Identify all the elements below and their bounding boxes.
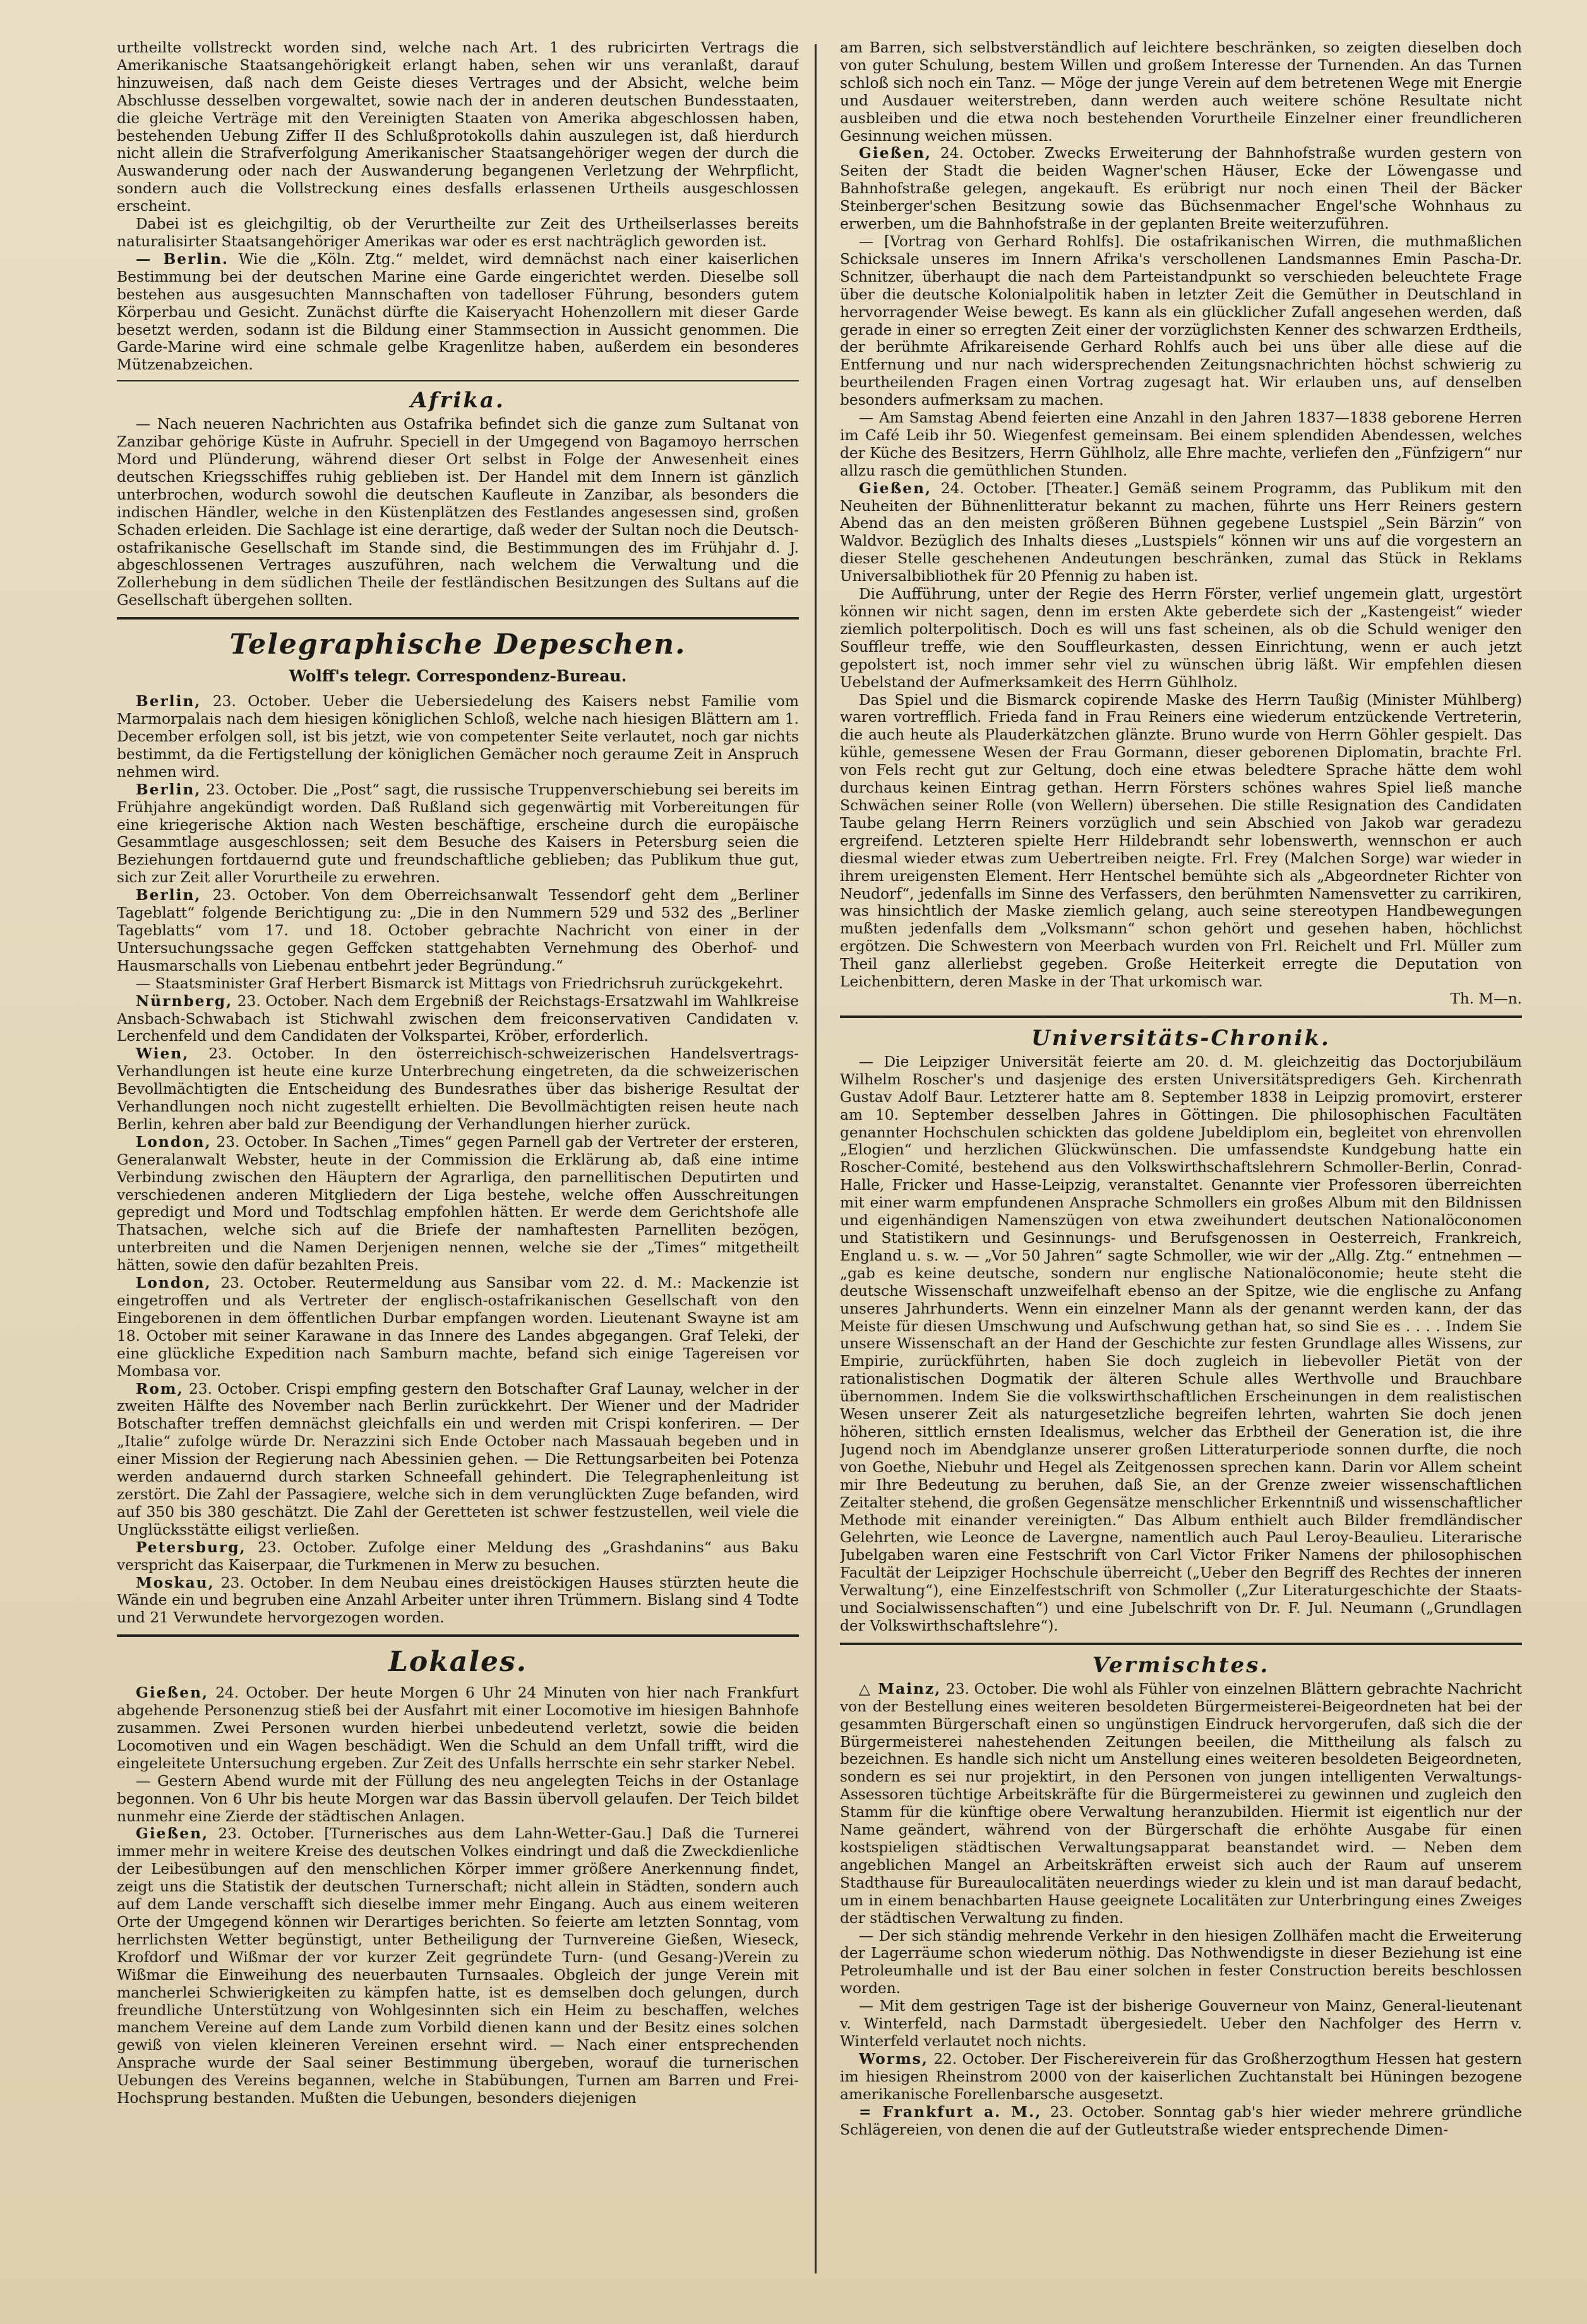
- article-text: 24. October. Zwecks Erweiterung der Bahnhofstraße wurden gestern von Seiten der Stadt die beiden Wagner'schen Häuser, Ecke der Löwengasse und Bahnhofstraße gelegen, angekauft. Es erübrigt nur noch einen Theil der Bäcker Steinberger'schen Besitzung sowie das Büchsenmacher Engel'sche Wohnhaus zu erwerben, um die Bahnhofstraße in der geplanten Breite weiterzuführen.: [840, 145, 1522, 233]
- dateline: Gießen,: [859, 479, 932, 497]
- article-text: 23. October. Sonntag gab's hier wieder mehrere gründliche Schlägereien, von denen die auf der Gutleutstraße wieder entsprechende Dimen-: [840, 2103, 1522, 2138]
- article-text: 23. October. In den österreichisch-schweizerischen Handelsvertrags-Verhandlungen ist heute eine kurze Unterbrechung eingetreten, da die schweizerischen Bevollmächtigten die Entscheidung des Bundesrathes über das bisherige Resultat der Verhandlungen noch nicht zugestellt erhielten. Die Bevollmächtigten reisen heute nach Berlin, kehren aber bald zur Beendigung der Verhandlungen hierher zurück.: [117, 1045, 799, 1133]
- dateline: Wien,: [136, 1045, 189, 1063]
- dateline: Berlin,: [136, 693, 201, 710]
- section-rule: [840, 1643, 1522, 1645]
- article-text: 22. October. Der Fischereiverein für das Großherzogthum Hessen hat gestern im hiesigen Rheinstrom 2000 von der kaiserlichen Zuchtanstalt bei Hüningen bezogene amerikanische Forellenbarsche ausgesetzt.: [840, 2050, 1522, 2103]
- dateline: Moskau,: [136, 1574, 215, 1591]
- article-text: 23. October. Die wohl als Fühler von einzelnen Blättern gebrachte Nachricht von der Bestellung eines weiteren besoldeten Bürgermeisterei-Beigeordneten hat bei der gesammten Bürgerschaft einen so ungünstigen Eindruck hervorgerufen, daß sich die der Bürgermeisterei nahestehenden Zeitungen beeilen, die Mittheilung als falsch zu bezeichnen. Es handle sich nicht um Anstellung eines weiteren besoldeten Beigeordneten, sondern es sei nur projektirt, in den Personen von jungen intelligenten Verwaltungs-Assessoren tüchtige Arbeitskräfte für die Bürgermeisterei zu gewinnen und zugleich den Stamm für die künftige obere Verwaltung heranzubilden. Hiermit ist eigentlich nur der Name geändert, während von der Bürgerschaft die erhöhte Ausgabe für einen kostspieligen städtischen Verwaltungsapparat beanstandet wird. — Neben dem angeblichen Mangel an Arbeitskräften erweist sich auch der Raum auf unserem Stadthause für Bureaulocalitäten neuerdings wieder zu klein und ist man darauf bedacht, um in einem benachbarten Hause geeignete Localitäten zur Unterbringung eines Zweiges der städtischen Verwaltung zu finden.: [840, 1680, 1522, 1927]
- article-text: 23. October. Nach dem Ergebniß der Reichstags-Ersatzwahl im Wahlkreise Ansbach-Schwabach ist Stichwahl zwischen dem freiconservativen Candidaten v. Lerchenfeld und dem Candidaten der Volkspartei, Kröber, erforderlich.: [117, 992, 799, 1045]
- dateline: Rom,: [136, 1380, 184, 1398]
- dateline: Berlin,: [136, 781, 201, 798]
- dateline: Gießen,: [136, 1684, 209, 1702]
- section-heading-lokales: Lokales.: [388, 1646, 528, 1679]
- dateline: Berlin,: [136, 887, 201, 904]
- article-text: 24. October. [Theater.] Gemäß seinem Programm, das Publikum mit den Neuheiten der Bühnenlitteratur bekannt zu machen, führte uns Herr Reiners gestern Abend das an den meisten größeren Bühnen gegebene Lustspiel „Sein Bärzin“ von Waldvor. Bezüglich des Inhalts dieses „Lustspiels“ können wir uns auf die vorgestern an dieser Stelle geschehenen Andeutungen beschränken, zumal das Stück in Reklams Universalbibliothek für 20 Pfennig zu haben ist.: [840, 479, 1522, 585]
- dateline: London,: [136, 1274, 212, 1292]
- section-heading-afrika: Afrika.: [410, 388, 505, 414]
- article-text: Das Spiel und die Bismarck copirende Maske des Herrn Taußig (Minister Mühlberg) waren vortrefflich. Frieda fand in Frau Reiners eine wiederum entzückende Vertreterin, die auch heute als Plauderkätzchen glänzte. Bruno wurde von Herrn Göhler gespielt. Das kühle, gemessene Wesen der Frau Gormann, dieser geborenen Diplomatin, brachte Frl. von Fels recht gut zur Geltung, doch eine etwas beledtere Sprache hätte dem wohl durchaus keinen Eintrag gethan. Herrn Försters schönes wahres Spiel ließ manche Schwächen seiner Rolle (von Wellern) übersehen. Die stille Resignation des Candidaten Taube gelang Herrn Reiners vorzüglich und sein Abschied von Jakob war geradezu ergreifend. Letzteren spielte Herr Hildebrandt sehr lobenswerth, wennschon er auch diesmal wieder etwas zum Uebertreiben neigte. Frl. Frey (Malchen Sorge) war wieder in ihrem ureigensten Element. Herr Hentschel bemühte sich als „Abgeordneter Richter von Neudorf“, jedenfalls im Sinne des Verfassers, den berühmten Namensvetter zu carrikiren, was hinsichtlich der Maske ziemlich gelang, auch seine stereotypen Handbewegungen mußten jedenfalls dem „Volksmann“ schon gehört und gesehen haben, höchlichst ergötzen. Die Schwestern von Meerbach wurden von Frl. Reichelt und Frl. Müller zum Theil ganz allerliebst gegeben. Große Heiterkeit erregte die Deputation von Leichenbittern, deren Maske in der That urkomisch war.: [840, 691, 1522, 991]
- author-signature: Th. M—n.: [1450, 990, 1522, 1007]
- article-text: 23. October. In dem Neubau eines dreistöckigen Hauses stürzten heute die Wände ein und begruben eine Anzahl Arbeiter unter ihren Trümmern. Bislang sind 4 Todte und 21 Verwundete hervorgezogen worden.: [117, 1574, 799, 1627]
- article-text: urtheilte vollstreckt worden sind, welche nach Art. 1 des rubricirten Vertrags die Amerikanische Staatsangehörigkeit erlangt haben, sehen wir uns veranlaßt, darauf hinzuweisen, daß nach dem Geiste dieses Vertrages und der Absicht, welche beim Abschlusse desselben vorgewaltet, sowie nach der in anderen deutschen Bundesstaaten, die gleiche Verträge mit den Vereinigten Staaten von Amerika abgeschlossen haben, bestehenden Uebung Ziffer II des Schlußprotokolls dahin auszulegen ist, daß hierdurch nicht allein die Strafverfolgung Amerikanischer Staatsangehöriger wegen der durch die Auswanderung oder nach der Auswanderung begangenen Verletzung der Wehrpflicht, sondern auch die Vollstreckung eines desfalls erlassenen Urtheils ausgeschlossen erscheint.: [117, 39, 799, 215]
- section-heading-vermischtes: Vermischtes.: [1092, 1652, 1270, 1678]
- dateline: Gießen,: [136, 1825, 209, 1843]
- article-text: Dabei ist es gleichgiltig, ob der Verurtheilte zur Zeit des Urtheilserlasses bereits naturalisirter Staatsangehöriger Amerikas war oder es erst nachträglich geworden ist.: [117, 215, 799, 250]
- section-rule: [117, 1634, 799, 1637]
- dateline: London,: [136, 1133, 212, 1151]
- article-text: 23. October. Von dem Oberreichsanwalt Tessendorf geht dem „Berliner Tageblatt“ folgende Berichtigung zu: „Die in den Nummern 529 und 532 des „Berliner Tageblatts“ vom 17. und 18. October gebrachte Nachricht von einer in der Untersuchungssache gegen Geffcken stattgehabten Vernehmung des Oberhof- und Hausmarschalls von Liebenau entbehrt jeder Begründung.“: [117, 887, 799, 974]
- left-column: [117, 39, 799, 2286]
- dateline: Petersburg,: [136, 1538, 246, 1556]
- article-text: 24. October. Der heute Morgen 6 Uhr 24 Minuten von hier nach Frankfurt abgehende Personenzug stieß bei der Ausfahrt mit einer Locomotive im hiesigen Bahnhofe zusammen. Zwei Personen wurden hierbei unbedeutend verletzt, sowie die beiden Locomotiven und ein Wagen beschädigt. Wen die Schuld an dem Unfall trifft, wird die eingeleitete Untersuchung ergeben. Zur Zeit des Unfalls herrschte ein sehr starker Nebel.: [117, 1684, 799, 1772]
- right-column: [840, 39, 1522, 2286]
- article-text: 23. October. [Turnerisches aus dem Lahn-Wetter-Gau.] Daß die Turnerei immer mehr in weitere Kreise des deutschen Volkes eindringt und daß die Zweckdienliche der Leibesübungen auf den menschlichen Körper immer größere Anerkennung findet, zeigt uns die Statistik der deutschen Turnerschaft; nicht allein in Städten, sondern auch auf dem Lande verschafft sich dieselbe immer mehr Eingang. Auch aus einem weiteren Orte der Umgegend können wir Derartiges berichten. So feierte am letzten Sonntag, vom herrlichsten Wetter begünstigt, unter Betheiligung der Turnvereine Gießen, Wieseck, Krofdorf und Wißmar der vor kurzer Zeit gegründete Turn- (und Gesang-)Verein zu Wißmar die Einweihung des neuerbauten Turnsaales. Obgleich der junge Verein mit mancherlei Schwierigkeiten zu kämpfen hatte, ist es demselben doch gelungen, durch freundliche Unterstützung von Wohlgesinnten sich ein Heim zu beschaffen, welches manchem Vereine auf dem Lande zum Vorbild dienen kann und der Besitz eines solchen gewiß von vielen kleineren Vereinen ersehnt wird. — Nach einer entsprechenden Ansprache wurde der Saal seiner Bestimmung übergeben, worauf die turnerischen Uebungen des Vereins begannen, welche in Stabübungen, Turnen am Barren und Frei-Hochsprung bestanden. Mußten die Uebungen, besonders diejenigen: [117, 1825, 799, 2107]
- article-text: — Die Leipziger Universität feierte am 20. d. M. gleichzeitig das Doctorjubiläum Wilhelm Roscher's und dasjenige des ersten Universitätspredigers Geh. Kirchenrath Gustav Adolf Baur. Letzterer hatte am 8. September 1838 in Leipzig promovirt, ersterer am 10. September desselben Jahres in Göttingen. Die philosophischen Facultäten genannter Hochschulen schickten das goldene Jubeldiplom ein, begleitet von ehrenvollen „Elogien“ und herzlichen Glückwünschen. Die umfassendste Kundgebung hatte ein Roscher-Comité, bestehend aus den Volkswirthschaftslehrern Schmoller-Berlin, Conrad-Halle, Fricker und Hasse-Leipzig, veranstaltet. Genannte vier Professoren überreichten mit einer warm empfundenen Ansprache Schmollers ein großes Album mit den Bildnissen und eigenhändigen Namenszügen von etwa zweihundert deutschen Nationalöconomen und Statistikern und Gesinnungs- und Berufsgenossen in Oesterreich, Frankreich, England u. s. w. — „Vor 50 Jahren“ sagte Schmoller, wie wir der „Allg. Ztg.“ entnehmen — „gab es keine deutsche, sondern nur englische Nationalöconomie; heute steht die deutsche Wissenschaft unzweifelhaft ebenso an der Spitze, wie die englische zu Anfang unseres Jahrhunderts. Wenn ein einzelner Mann als der genannt werden kann, der das Meiste für diesen Umschwung und Aufschwung gethan hat, so sind Sie es . . . . Indem Sie unsere Wissenschaft an der Hand der Geschichte zur festen Grundlage alles Wissens, zur Empirie, zurückführten, haben Sie doch zugleich in liebevoller Pietät von der rationalistischen Dogmatik der älteren Schule alles Werthvolle und Brauchbare übernommen. Indem Sie die volkswirthschaftlichen Erscheinungen in dem realistischen Wesen unserer Zeit als naturgesetzliche begreifen lehrten, wahrten Sie doch jenen höheren, sittlich ernsten Idealismus, welcher das Erbtheil der Generation ist, die ihre Jugend noch im Abendglanze unserer großen Litteraturperiode sonnen durfte, die noch von Goethe, Niebuhr und Hegel als Zeitgenossen sprechen kann. Darin vor Allem scheint mir Ihre Bedeutung zu beruhen, daß Sie, an der Grenze zweier wissenschaftlichen Zeitalter stehend, die großen Gegensätze menschlicher Erkenntniß und wissenschaftlicher Methode mit einander vereinigten.“ Das Album enthielt auch Bilder fremdländischer Gelehrten, wie Leonce de Lavergne, namentlich auch Paul Leroy-Beaulieu. Literarische Jubelgaben waren eine Festschrift von Carl Victor Friker Namens der philosophischen Facultät der Leipziger Hochschule überreicht („Ueber den Begriff des Rechtes der inneren Verwaltung“), eine Einzelfestschrift von Schmoller („Zur Literaturgeschichte der Staats- und Socialwissenschaften“) und eine Jubelschrift von Dr. F. Jul. Neumann („Grundlagen der Volkswirthschaftslehre“).: [840, 1053, 1522, 1634]
- section-rule: [840, 1015, 1522, 1018]
- article-text: — [Vortrag von Gerhard Rohlfs]. Die ostafrikanischen Wirren, die muthmaßlichen Schicksale unseres im Innern Afrika's verschollenen Landsmannes Emin Pascha-Dr. Schnitzer, überhaupt die nach dem Parteistandpunkt so verschieden beleuchtete Frage über die deutsche Kolonialpolitik haben in letzter Zeit die Gemüther in Deutschland in hervorragender Weise bewegt. Es kann als ein glücklicher Zufall angesehen werden, daß gerade in einer so erregten Zeit einer der vorzüglichsten Kenner des schwarzen Erdtheils, der berühmte Afrikareisende Gerhard Rohlfs auch bei uns über alle diese auf die Entfernung und nur nach widersprechenden Zeitungsnachrichten höchst schwierig zu beurtheilenden Fragen einen Vortrag zugesagt hat. Wir erlauben uns, auf denselben besonders aufmerksam zu machen.: [840, 232, 1522, 409]
- dateline: △ Mainz,: [859, 1680, 942, 1698]
- dateline: = Frankfurt a. M.,: [859, 2103, 1042, 2121]
- section-rule: [117, 617, 799, 620]
- section-subheading: Wolff's telegr. Correspondenz-Bureau.: [289, 667, 627, 686]
- article-text: — Mit dem gestrigen Tage ist der bisherige Gouverneur von Mainz, General-lieutenant v. Winterfeld, nach Darmstadt übergesiedelt. Ueber den Nachfolger des Herrn v. Winterfeld verlautet noch nichts.: [840, 1998, 1522, 2050]
- article-text: Wie die „Köln. Ztg.“ meldet, wird demnächst nach einer kaiserlichen Bestimmung bei der deutschen Marine eine Garde eingerichtet werden. Dieselbe soll bestehen aus ausgesuchten Mannschaften von tadelloser Führung, besonders gutem Körperbau und Gesicht. Zunächst dürfte die Kaiseryacht Hohenzollern mit dieser Garde besetzt werden, sodann ist die Bildung einer Stammsection in Aussicht genommen. Die Garde-Marine wird eine schmale gelbe Kragenlitze haben, außerdem ein besonderes Mützenabzeichen.: [117, 250, 799, 374]
- article-text: 23. October. Ueber die Uebersiedelung des Kaisers nebst Familie vom Marmorpalais nach dem hiesigen königlichen Schloß, welche nach hiesigen Blättern am 1. December erfolgen soll, ist bis jetzt, wie von competenter Seite verlautet, noch gar nichts bestimmt, da die Fertigstellung der königlichen Gemächer noch geraume Zeit in Anspruch nehmen wird.: [117, 693, 799, 781]
- section-heading-telegraphische-depeschen: Telegraphische Depeschen.: [229, 628, 686, 661]
- article-text: 23. October. Reutermeldung aus Sansibar vom 22. d. M.: Mackenzie ist eingetroffen und als Vertreter der englisch-ostafrikanischen Gesellschaft von den Eingeborenen in dem öffentlichen Durbar empfangen worden. Lieutenant Swayne ist am 18. October mit seiner Karawane in das Innere des Landes abgegangen. Graf Teleki, der eine glückliche Expedition nach Samburn machte, befand sich einige Tagereisen vor Mombasa vor.: [117, 1274, 799, 1380]
- article-text: Die Aufführung, unter der Regie des Herrn Förster, verlief ungemein glatt, urgestört können wir nicht sagen, denn im ersten Akte geberdete sich der „Kastengeist“ wieder ziemlich polterpolitisch. Doch es will uns fast scheinen, als ob die Schuld weniger den Souffleur treffe, wie den Souffleurkasten, dessen Einrichtung, wenn er auch jetzt gepolstert ist, noch immer sehr viel zu wünschen übrig läßt. Wir empfehlen diesen Uebelstand der Aufmerksamkeit des Herrn Gühlholz.: [840, 585, 1522, 691]
- article-text: — Nach neueren Nachrichten aus Ostafrika befindet sich die ganze zum Sultanat von Zanzibar gehörige Küste in Aufruhr. Speciell in der Umgegend von Bagamoyo herrschen Mord und Plünderung, während dieser Ort selbst in Folge der Anwesenheit eines deutschen Kriegsschiffes ruhig geblieben ist. Der Handel mit dem Innern ist gänzlich unterbrochen, wodurch sowohl die deutschen Kaufleute in Zanzibar, als besonders die indischen Händler, welche in den Küstenplätzen des Festlandes angesessen sind, großen Schaden erleiden. Die Sachlage ist eine derartige, daß weder der Sultan noch die Deutsch-ostafrikanische Gesellschaft im Stande sind, die Bestimmungen des im Frühjahr d. J. abgeschlossenen Vertrages auszuführen, nach welchem die Verwaltung und die Zollerhebung in dem südlichen Theile der festländischen Besitzungen des Sultans auf die Gesellschaft übergehen sollten.: [117, 416, 799, 609]
- dateline: Gießen,: [859, 145, 932, 162]
- section-heading-universitaets-chronik: Universitäts-Chronik.: [1031, 1025, 1331, 1051]
- article-text: 23. October. Crispi empfing gestern den Botschafter Graf Launay, welcher in der zweiten Hälfte des November nach Berlin zurückkehrt. Der Wiener und der Madrider Botschafter treffen demnächst gleichfalls ein und werden mit Crispi konferiren. — Der „Italie“ zufolge würde Dr. Nerazzini sich Ende October nach Massauah begeben und in einer Mission der Regierung nach Abessinien gehen. — Die Rettungsarbeiten bei Potenza werden andauernd durch starken Schneefall gehindert. Die Telegraphenleitung ist zerstört. Die Zahl der Passagiere, welche sich in dem verunglückten Zuge befanden, wird auf 350 bis 380 geschätzt. Die Zahl der Geretteten ist schwer festzustellen, weil viele die Unglücksstätte eiligst verließen.: [117, 1380, 799, 1538]
- article-text: 23. October. Die „Post“ sagt, die russische Truppenverschiebung sei bereits im Frühjahre angekündigt worden. Daß Rußland sich gegenwärtig mit Vorbereitungen für eine kriegerische Aktion nach Westen beschäftige, erscheine durch die europäische Gesammtlage ausgeschlossen; seit dem Besuche des Kaisers in Petersburg seien die Beziehungen fortdauernd gute und freundschaftliche geblieben; das Publikum thue gut, sich zur Zeit aller Vorurtheile zu erwehren.: [117, 781, 799, 887]
- article-text: 23. October. In Sachen „Times“ gegen Parnell gab der Vertreter der ersteren, Generalanwalt Webster, heute in der Commission die Erklärung ab, daß eine intime Verbindung zwischen den Häuptern der Agrarliga, den parnellitischen Deputirten und verschiedenen anderen Mitgliedern der Liga bestehe, welche offen Ausschreitungen gepredigt und Mord und Todtschlag empfohlen hätten. Er werde dem Gerichtshofe alle Thatsachen, welche sich auf die Briefe der namhaftesten Parnelliten bezögen, unterbreiten und die Namen Derjenigen nennen, welche sie der „Times“ mitgetheilt hätten, sowie den dafür bezahlten Preis.: [117, 1133, 799, 1274]
- article-text: — Der sich ständig mehrende Verkehr in den hiesigen Zollhäfen macht die Erweiterung der Lagerräume schon wiederum nöthig. Das Nothwendigste in dieser Beziehung ist eine Petroleumhalle und ist der Bau einer solchen in fester Construction bereits beschlossen worden.: [840, 1927, 1522, 1998]
- dateline: — Berlin.: [136, 250, 229, 268]
- section-rule: [117, 380, 799, 381]
- column-divider: [815, 44, 817, 2273]
- dateline: Worms,: [859, 2050, 928, 2068]
- article-text: — Staatsminister Graf Herbert Bismarck ist Mittags von Friedrichsruh zurückgekehrt.: [136, 974, 784, 992]
- dateline: Nürnberg,: [136, 992, 233, 1010]
- article-text: am Barren, sich selbstverständlich auf leichtere beschränken, so zeigten dieselben doch von guter Schulung, bestem Willen und großem Interesse der Turnenden. An das Turnen schloß sich noch ein Tanz. — Möge der junge Verein auf dem betretenen Wege mit Energie und Ausdauer weiterstreben, dann werden auch weitere schöne Resultate nicht ausbleiben und die etwa noch bestehenden Vorurtheile Einzelner einer freundlicheren Gesinnung weichen müssen.: [840, 39, 1522, 145]
- article-text: — Gestern Abend wurde mit der Füllung des neu angelegten Teichs in der Ostanlage begonnen. Von 6 Uhr bis heute Morgen war das Bassin übervoll gelaufen. Der Teich bildet nunmehr eine Zierde der städtischen Anlagen.: [117, 1772, 799, 1825]
- article-text: — Am Samstag Abend feierten eine Anzahl in den Jahren 1837—1838 geborene Herren im Café Leib ihr 50. Wiegenfest gemeinsam. Bei einem splendiden Abendessen, welches der Küche des Besitzers, Herrn Gühlholz, alle Ehre machte, verliefen den „Fünfzigern“ nur allzu rasch die gemüthlichen Stunden.: [840, 409, 1522, 479]
- article-text: 23. October. Zufolge einer Meldung des „Grashdanins“ aus Baku verspricht das Kaiserpaar, die Turkmenen in Merw zu besuchen.: [117, 1538, 799, 1574]
